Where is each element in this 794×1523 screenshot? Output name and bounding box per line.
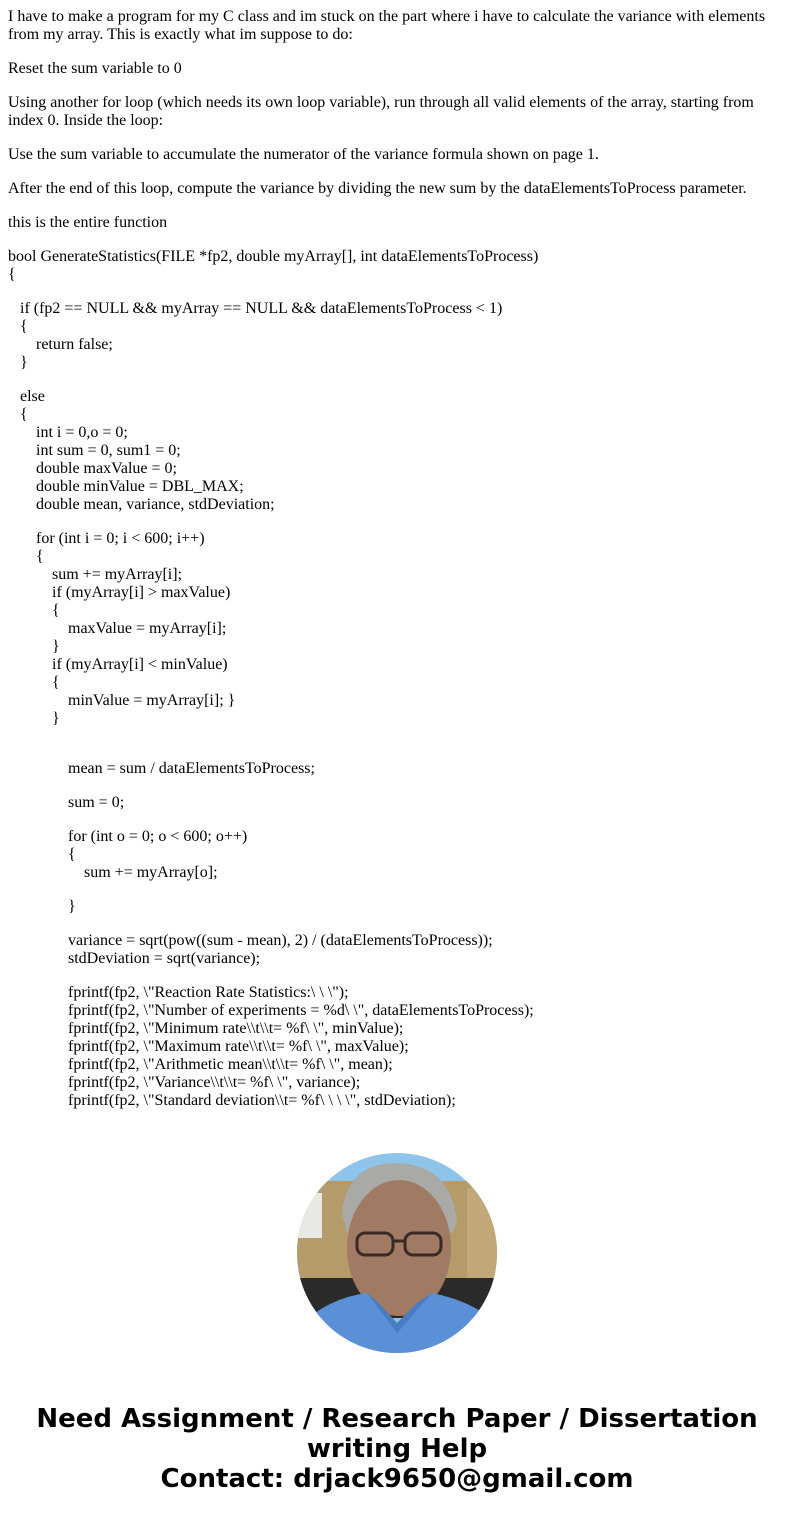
- code-line: double minValue = DBL_MAX;: [36, 478, 244, 495]
- code-blank-line: [8, 916, 778, 932]
- question-paragraph: After the end of this loop, compute the variance by dividing the new sum by the dataElementsToProcess parameter.: [8, 180, 747, 197]
- code-blank-line: [8, 284, 778, 300]
- code-line: stdDeviation = sqrt(variance);: [68, 950, 261, 967]
- code-line: fprintf(fp2, \"Arithmetic mean\\t\\t= %f\ \", mean);: [68, 1056, 393, 1073]
- code-line: double mean, variance, stdDeviation;: [36, 496, 275, 513]
- code-blank-line: [8, 882, 778, 898]
- code-line: minValue = myArray[i]; }: [68, 692, 236, 709]
- code-line: if (myArray[i] < minValue): [52, 656, 228, 673]
- code-line: fprintf(fp2, \"Standard deviation\\t= %f\ \ \ \", stdDeviation);: [68, 1092, 456, 1109]
- code-line: double maxValue = 0;: [36, 460, 177, 477]
- code-line: }: [52, 710, 60, 727]
- code-line: }: [68, 898, 76, 915]
- code-line: {: [52, 602, 60, 619]
- code-line: maxValue = myArray[i];: [68, 620, 227, 637]
- code-line: variance = sqrt(pow((sum - mean), 2) / (dataElementsToProcess));: [68, 932, 493, 949]
- code-line: int sum = 0, sum1 = 0;: [36, 442, 181, 459]
- code-line: fprintf(fp2, \"Maximum rate\\t\\t= %f\ \", maxValue);: [68, 1038, 409, 1055]
- code-line: sum += myArray[i];: [52, 566, 183, 583]
- question-text: [8, 8, 778, 232]
- code-blank-line: [8, 778, 778, 794]
- code-line: fprintf(fp2, \"Minimum rate\\t\\t= %f\ \", minValue);: [68, 1020, 404, 1037]
- code-line: sum = 0;: [68, 794, 125, 811]
- code-line: return false;: [36, 336, 113, 353]
- code-blank-line: [8, 968, 778, 984]
- code-blank-line: [8, 728, 778, 744]
- code-blank-line: [8, 514, 778, 530]
- question-paragraph: Using another for loop (which needs its own loop variable), run through all valid elements of the array, starting from index 0. Inside the loop:: [8, 94, 754, 129]
- code-blank-line: [8, 812, 778, 828]
- question-paragraph: Use the sum variable to accumulate the numerator of the variance formula shown on page 1.: [8, 146, 599, 163]
- code-line: fprintf(fp2, \"Variance\\t\\t= %f\ \", variance);: [68, 1074, 361, 1091]
- author-avatar: [297, 1153, 497, 1353]
- code-line: int i = 0,o = 0;: [36, 424, 128, 441]
- code-line: {: [68, 846, 76, 863]
- promo-contact-text: Contact: drjack9650@gmail.com: [160, 1464, 634, 1494]
- code-line: }: [20, 354, 28, 371]
- person-photo-icon: [297, 1153, 497, 1353]
- code-line: sum += myArray[o];: [84, 864, 218, 881]
- code-blank-line: [8, 372, 778, 388]
- code-line: {: [20, 406, 28, 423]
- code-line: for (int o = 0; o < 600; o++): [68, 828, 248, 845]
- question-paragraph: this is the entire function: [8, 214, 168, 231]
- code-blank-line: [8, 744, 778, 760]
- question-body: [8, 8, 778, 1110]
- code-line: if (myArray[i] > maxValue): [52, 584, 231, 601]
- code-line: }: [52, 638, 60, 655]
- code-line: mean = sum / dataElementsToProcess;: [68, 760, 315, 777]
- code-block: [8, 248, 778, 1110]
- code-line: else: [20, 388, 45, 405]
- code-line: {: [20, 318, 28, 335]
- promo-help-text: Need Assignment / Research Paper / Dissertation writing Help: [36, 1404, 758, 1464]
- promo-banner: [0, 1404, 794, 1494]
- code-line: {: [36, 548, 44, 565]
- code-line: for (int i = 0; i < 600; i++): [36, 530, 205, 547]
- code-line: {: [52, 674, 60, 691]
- question-paragraph: Reset the sum variable to 0: [8, 60, 182, 77]
- code-line: fprintf(fp2, \"Number of experiments = %d\ \", dataElementsToProcess);: [68, 1002, 534, 1019]
- code-line: bool GenerateStatistics(FILE *fp2, double myArray[], int dataElementsToProcess): [8, 248, 539, 265]
- code-line: {: [8, 266, 16, 283]
- code-line: if (fp2 == NULL && myArray == NULL && dataElementsToProcess < 1): [20, 300, 503, 317]
- code-line: fprintf(fp2, \"Reaction Rate Statistics:\ \ \");: [68, 984, 349, 1001]
- question-paragraph: I have to make a program for my C class and im stuck on the part where i have to calculate the variance with elements from my array. This is exactly what im suppose to do:: [8, 8, 766, 43]
